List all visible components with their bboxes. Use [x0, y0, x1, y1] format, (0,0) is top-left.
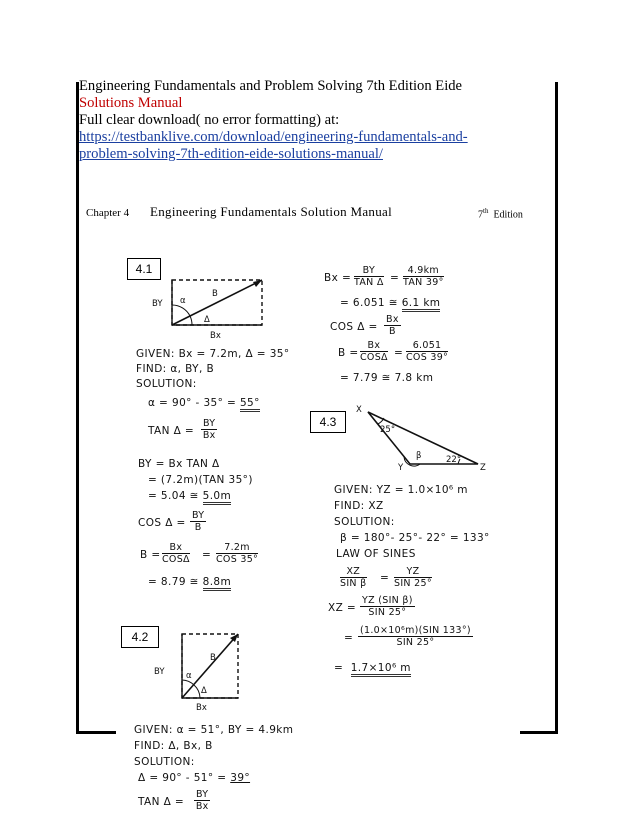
- cos-numerator: BY: [192, 510, 205, 521]
- b-fraction1-denominator: COSΔ: [162, 554, 190, 565]
- b-equals-4-2: =: [394, 347, 404, 359]
- by-step-3: [148, 490, 231, 502]
- b-lhs-4-1: B =: [140, 549, 161, 561]
- final-equals: =: [334, 662, 344, 674]
- b-fraction1-numerator: Bx: [162, 542, 190, 554]
- solution-label-4-2: SOLUTION:: [134, 756, 195, 768]
- tan-numerator: BY: [196, 789, 209, 800]
- tan-fraction-4-1: [201, 418, 217, 441]
- triangle-diagram-4-1: [140, 270, 270, 345]
- tan-numerator: BY: [203, 418, 216, 429]
- problem-number-4-1: 4.1: [127, 258, 161, 280]
- label-bx: Bx: [196, 703, 207, 713]
- page-frame-right: [555, 82, 558, 732]
- edition-word: Edition: [493, 209, 523, 221]
- bx-fraction1-numerator: BY: [354, 265, 384, 277]
- find-4-2: FIND: Δ, Bx, B: [134, 740, 213, 752]
- b-fraction1-denominator: COSΔ: [360, 352, 388, 363]
- b-lhs-4-2: B =: [338, 347, 359, 359]
- vertex-y: Y: [398, 463, 404, 473]
- b-step-3: [148, 576, 231, 588]
- alpha-equation: α = 90° - 35° =: [148, 397, 237, 409]
- find-4-1: FIND: α, BY, B: [136, 363, 215, 375]
- substitution-equals: =: [344, 632, 354, 644]
- xz-denominator: SIN 25°: [368, 607, 407, 618]
- page-frame-left: [76, 82, 79, 732]
- delta-equation: Δ = 90° - 51° =: [138, 772, 227, 784]
- problem-number-4-3: 4.3: [310, 411, 346, 433]
- label-by: BY: [154, 667, 165, 677]
- triangle-diagram-4-3: [350, 402, 490, 477]
- delta-step-4-2: [138, 772, 250, 784]
- by-answer: 5.0m: [203, 490, 232, 505]
- triangle-diagram-4-2: [150, 628, 250, 713]
- by-step-1: BY = Bx TAN Δ: [138, 458, 220, 470]
- angle-x-label: 25°: [380, 425, 396, 435]
- cos-fraction-4-1: [190, 510, 206, 533]
- b-equation: = 8.79 ≅: [148, 576, 199, 588]
- bx-fraction2-numerator: 4.9km: [403, 265, 444, 277]
- angle-arc-delta: [190, 316, 192, 325]
- document-subtitle: Solutions Manual: [79, 95, 183, 111]
- b-fraction1-4-1: [162, 542, 190, 565]
- alpha-step-4-1: [148, 397, 260, 409]
- bx-equation: = 6.051 ≅: [340, 297, 398, 309]
- bx-fraction2-denominator: TAN 39°: [403, 277, 444, 288]
- edition-suffix: th: [483, 207, 489, 215]
- los-equals: =: [380, 572, 390, 584]
- solution-label-4-1: SOLUTION:: [136, 378, 197, 390]
- label-delta: Δ: [201, 686, 207, 696]
- b-fraction1-numerator: Bx: [360, 340, 388, 352]
- vector-b-arrowhead: [253, 280, 262, 287]
- los-fraction2-numerator: YZ: [394, 566, 432, 578]
- tan-fraction-4-2: [194, 789, 210, 812]
- b-equals-4-1: =: [202, 549, 212, 561]
- label-b: B: [212, 289, 218, 299]
- cos-denominator: B: [194, 522, 202, 533]
- edition-number: 7: [478, 209, 483, 221]
- download-link[interactable]: https://testbanklive.com/download/engineering-fundamentals-and-: [79, 129, 468, 145]
- delta-answer: 39°: [230, 772, 251, 784]
- alpha-answer: 55°: [240, 397, 260, 412]
- b-fraction2-denominator: COS 39°: [406, 352, 449, 363]
- law-of-sines-label: LAW OF SINES: [336, 548, 416, 560]
- b-fraction2-denominator: COS 35°: [216, 554, 259, 565]
- page-frame-bottom-left: [76, 731, 116, 734]
- xz-fraction: [360, 595, 415, 618]
- bx-step-2: [340, 297, 440, 309]
- los-fraction2: [394, 566, 432, 589]
- bx-fraction2: [403, 265, 444, 288]
- angle-y-label: β: [416, 451, 422, 461]
- given-4-1: GIVEN: Bx = 7.2m, Δ = 35°: [136, 348, 290, 360]
- substitution-denominator: SIN 25°: [396, 637, 435, 648]
- chapter-label: Chapter 4: [86, 207, 130, 219]
- xz-answer: 1.7×10⁶ m: [351, 662, 411, 677]
- angle-arc-delta: [194, 685, 200, 698]
- label-b: B: [210, 653, 216, 663]
- xz-lhs: XZ =: [328, 602, 357, 614]
- label-alpha: α: [186, 671, 192, 681]
- bx-equals: =: [390, 272, 400, 284]
- b-fraction2-numerator: 7.2m: [216, 542, 258, 554]
- by-equation: = 5.04 ≅: [148, 490, 199, 502]
- label-delta: Δ: [204, 315, 210, 325]
- by-step-2: = (7.2m)(TAN 35°): [148, 474, 253, 486]
- b-fraction1-4-2: [360, 340, 388, 363]
- vertex-z: Z: [480, 463, 486, 473]
- bx-fraction1-denominator: TAN Δ: [354, 277, 384, 288]
- chapter-title: Engineering Fundamentals Solution Manual: [150, 204, 392, 219]
- tan-denominator: Bx: [202, 430, 216, 441]
- b-fraction2-4-2: [406, 340, 448, 363]
- given-4-2: GIVEN: α = 51°, BY = 4.9km: [134, 724, 294, 736]
- cos-lhs-4-2: COS Δ =: [330, 321, 378, 333]
- cos-numerator: Bx: [386, 314, 399, 325]
- los-fraction1: [340, 566, 367, 589]
- document-title: Engineering Fundamentals and Problem Solving 7th Edition Eide: [79, 78, 463, 94]
- cos-fraction-4-2: [384, 314, 401, 337]
- problem-number-4-2: 4.2: [121, 626, 159, 648]
- b-answer: 8.8m: [203, 576, 232, 591]
- beta-step-4-3: β = 180°- 25°- 22° = 133°: [340, 532, 490, 544]
- cos-lhs-4-1: COS Δ =: [138, 517, 186, 529]
- label-bx: Bx: [210, 331, 221, 341]
- download-note: Full clear download( no error formatting) at:: [79, 112, 340, 128]
- los-fraction2-denominator: SIN 25°: [394, 578, 432, 589]
- tan-lhs-4-1: TAN Δ =: [148, 425, 195, 437]
- los-fraction1-denominator: SIN β: [340, 578, 367, 589]
- triangle-xyz: [368, 412, 478, 464]
- substitution-fraction: [358, 625, 473, 648]
- tan-denominator: Bx: [195, 801, 209, 812]
- b-fraction2-4-1: [216, 542, 258, 565]
- xz-numerator: YZ (SIN β): [362, 595, 413, 606]
- download-link-continued[interactable]: problem-solving-7th-edition-eide-solutions-manual/: [79, 146, 383, 162]
- tan-lhs-4-2: TAN Δ =: [138, 796, 185, 808]
- b-fraction2-numerator: 6.051: [406, 340, 448, 352]
- edition-label: [478, 207, 523, 220]
- page-frame-bottom-right: [520, 731, 558, 734]
- bx-fraction1: [354, 265, 384, 288]
- vertex-x: X: [356, 405, 362, 415]
- find-4-3: FIND: XZ: [334, 500, 384, 512]
- angle-arc-alpha: [172, 305, 190, 316]
- label-by: BY: [152, 299, 163, 309]
- los-fraction1-numerator: XZ: [340, 566, 367, 578]
- bx-lhs-4-2: Bx =: [324, 272, 352, 284]
- bx-answer: 6.1 km: [402, 297, 441, 312]
- substitution-numerator: (1.0×10⁶m)(SIN 133°): [360, 625, 471, 636]
- vector-b: [182, 634, 238, 698]
- solution-label-4-3: SOLUTION:: [334, 516, 395, 528]
- given-4-3: GIVEN: YZ = 1.0×10⁶ m: [334, 484, 468, 496]
- label-alpha: α: [180, 296, 186, 306]
- final-step-4-3: [334, 662, 411, 674]
- angle-z-label: 22°: [446, 455, 462, 465]
- b-step-3-4-2: = 7.79 ≅ 7.8 km: [340, 372, 434, 384]
- cos-denominator: B: [388, 326, 396, 337]
